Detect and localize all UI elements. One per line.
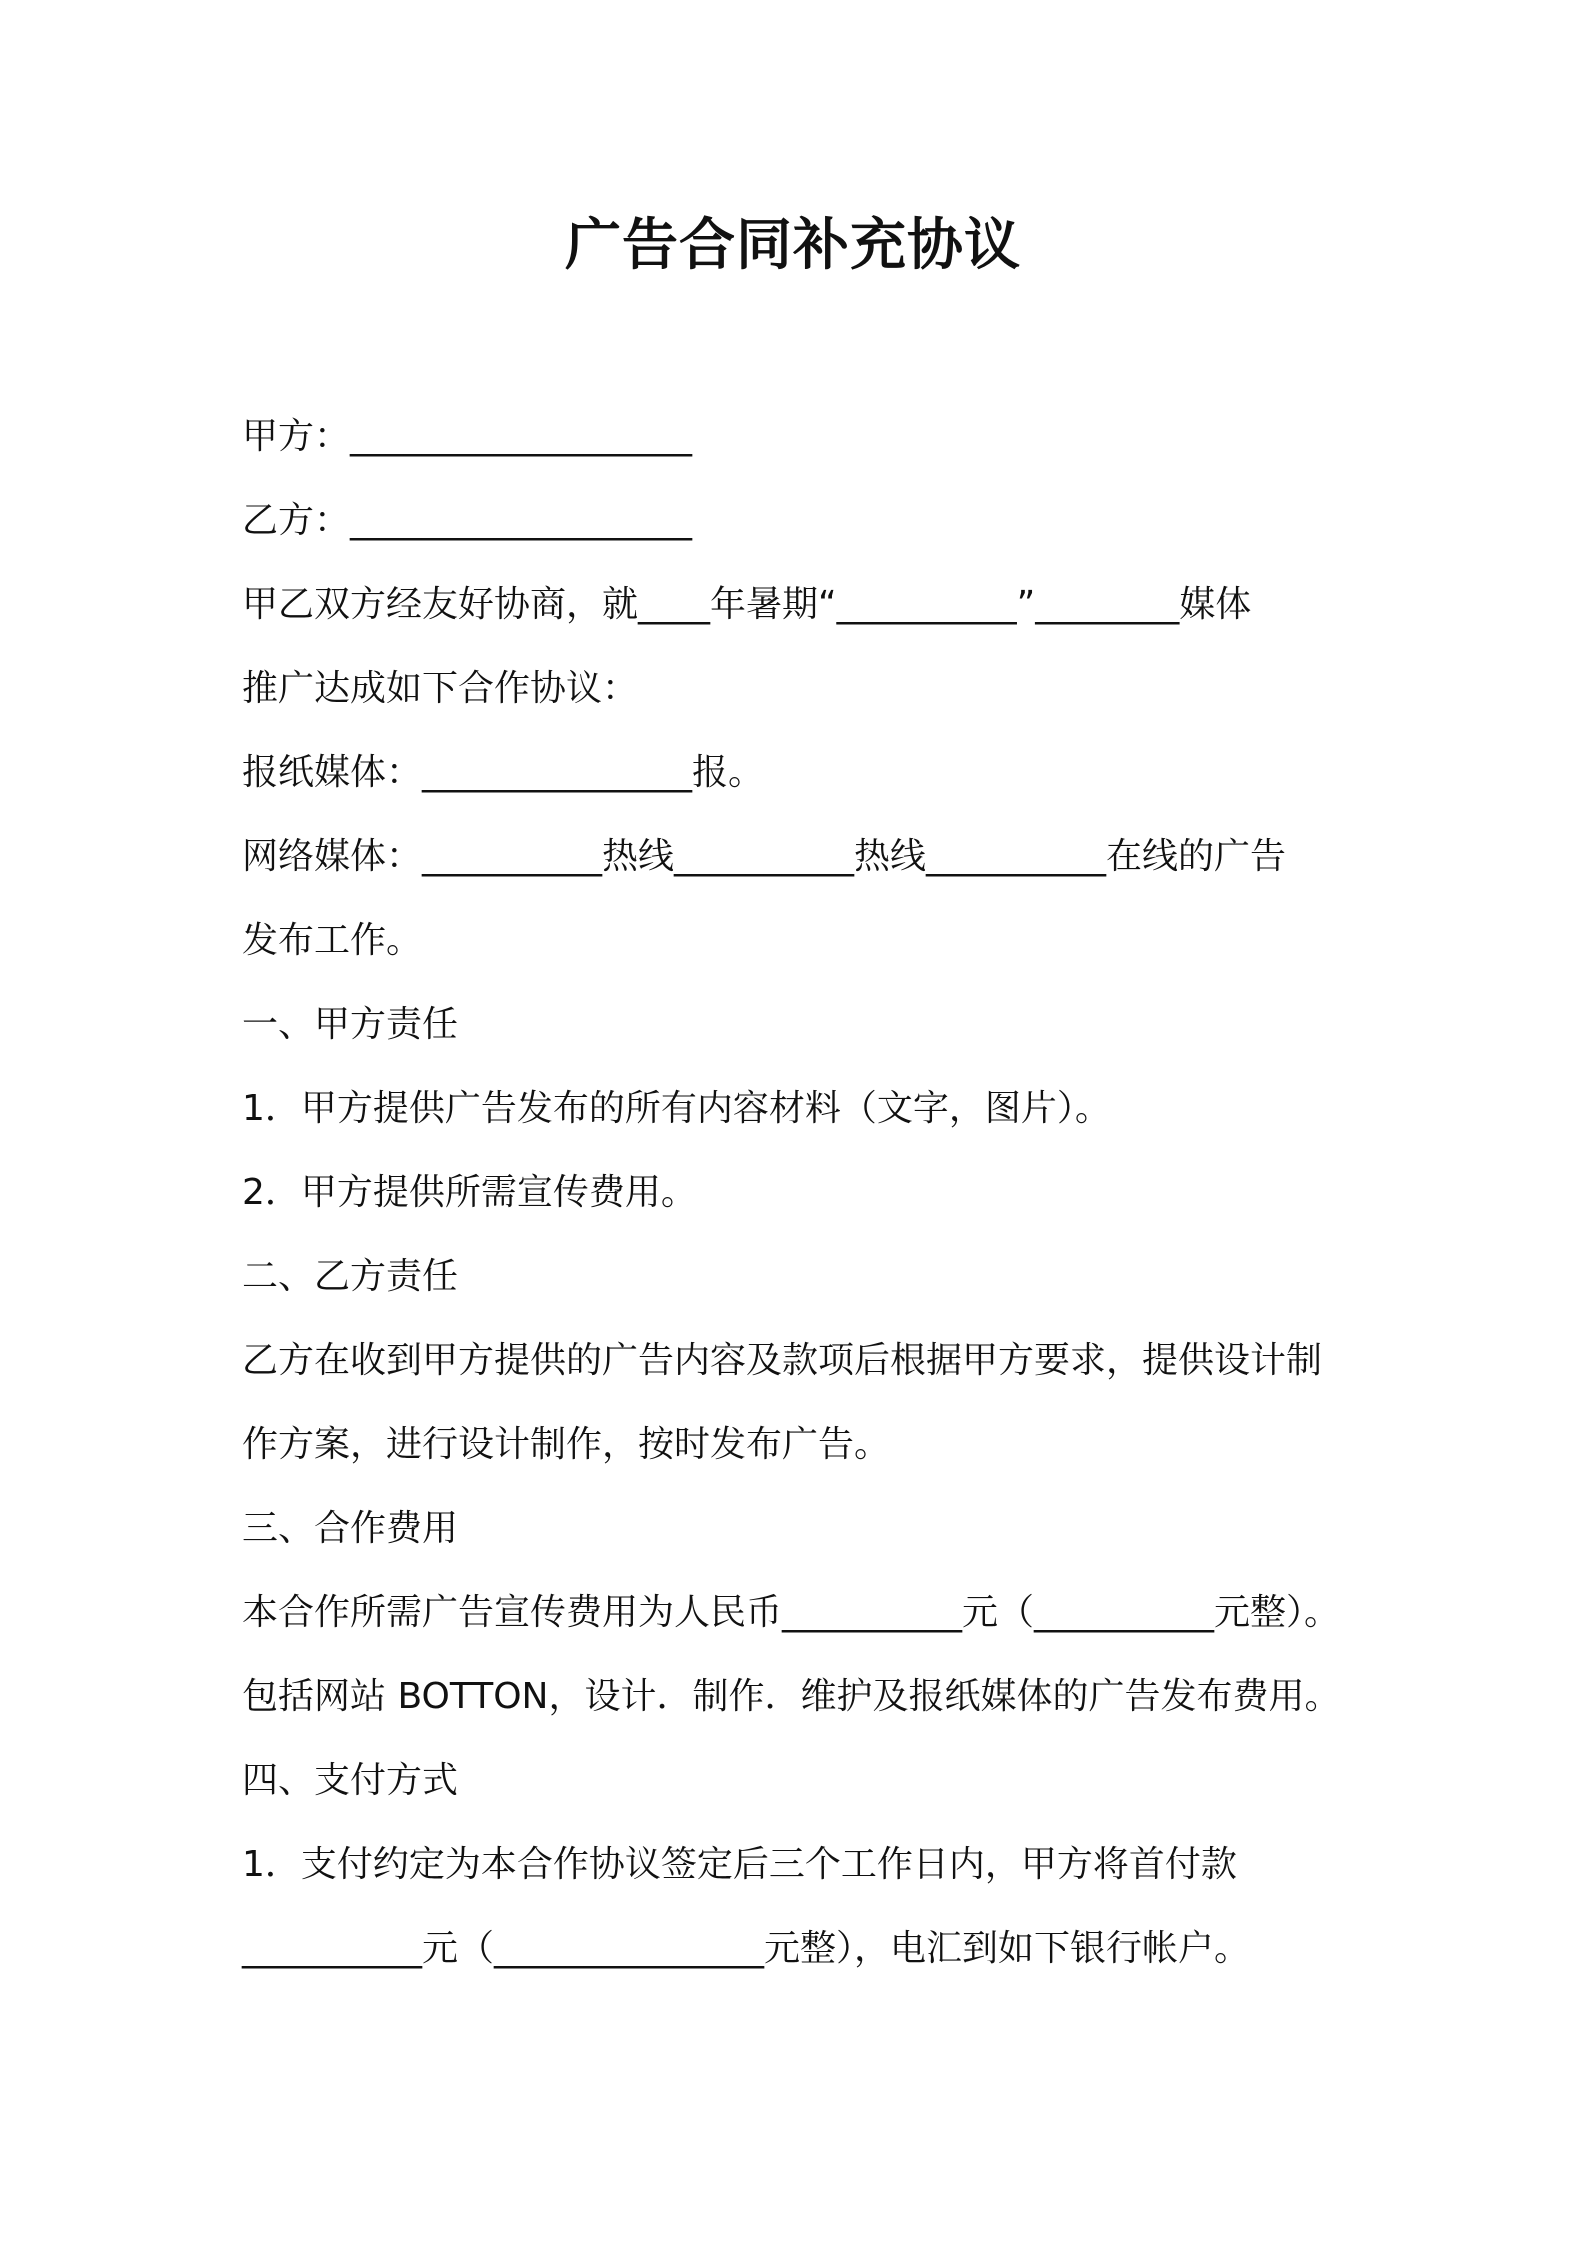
document-title: 广告合同补充协议 bbox=[565, 213, 1021, 278]
party-b-line: 乙方：___________________ bbox=[242, 500, 693, 541]
section-heading-payment: 四、支付方式 bbox=[242, 1760, 459, 1801]
party-b-paragraph-line-1: 乙方在收到甲方提供的广告内容及款项后根据甲方要求，提供设计制 bbox=[242, 1340, 1323, 1381]
document-body bbox=[242, 395, 1382, 1991]
party-a-item-1: 1．甲方提供广告发布的所有内容材料（文字，图片）。 bbox=[242, 1088, 1111, 1129]
newspaper-media-line: 报纸媒体：_______________报。 bbox=[242, 752, 765, 793]
intro-paragraph-line-1: 甲乙双方经友好协商，就____年暑期“__________”________媒体 bbox=[242, 584, 1252, 625]
online-media-line-2: 发布工作。 bbox=[242, 920, 423, 961]
fees-paragraph-line-2: 包括网站 BOTTON，设计．制作．维护及报纸媒体的广告发布费用。 bbox=[242, 1676, 1341, 1717]
payment-item-1-line-2: __________元（_______________元整），电汇到如下银行帐户。 bbox=[242, 1928, 1251, 1969]
payment-item-1-line-1: 1．支付约定为本合作协议签定后三个工作日内，甲方将首付款 bbox=[242, 1844, 1237, 1885]
section-heading-fees: 三、合作费用 bbox=[242, 1508, 459, 1549]
party-b-paragraph-line-2: 作方案，进行设计制作，按时发布广告。 bbox=[242, 1424, 891, 1465]
party-a-line: 甲方：___________________ bbox=[242, 416, 693, 457]
intro-paragraph-line-2: 推广达成如下合作协议： bbox=[242, 668, 639, 709]
fees-paragraph-line-1: 本合作所需广告宣传费用为人民币__________元（__________元整）。 bbox=[242, 1592, 1341, 1633]
section-heading-party-a: 一、甲方责任 bbox=[242, 1004, 459, 1045]
online-media-line-1: 网络媒体：__________热线__________热线__________在线的广告 bbox=[242, 836, 1287, 877]
section-heading-party-b: 二、乙方责任 bbox=[242, 1256, 459, 1297]
party-a-item-2: 2．甲方提供所需宣传费用。 bbox=[242, 1172, 697, 1213]
